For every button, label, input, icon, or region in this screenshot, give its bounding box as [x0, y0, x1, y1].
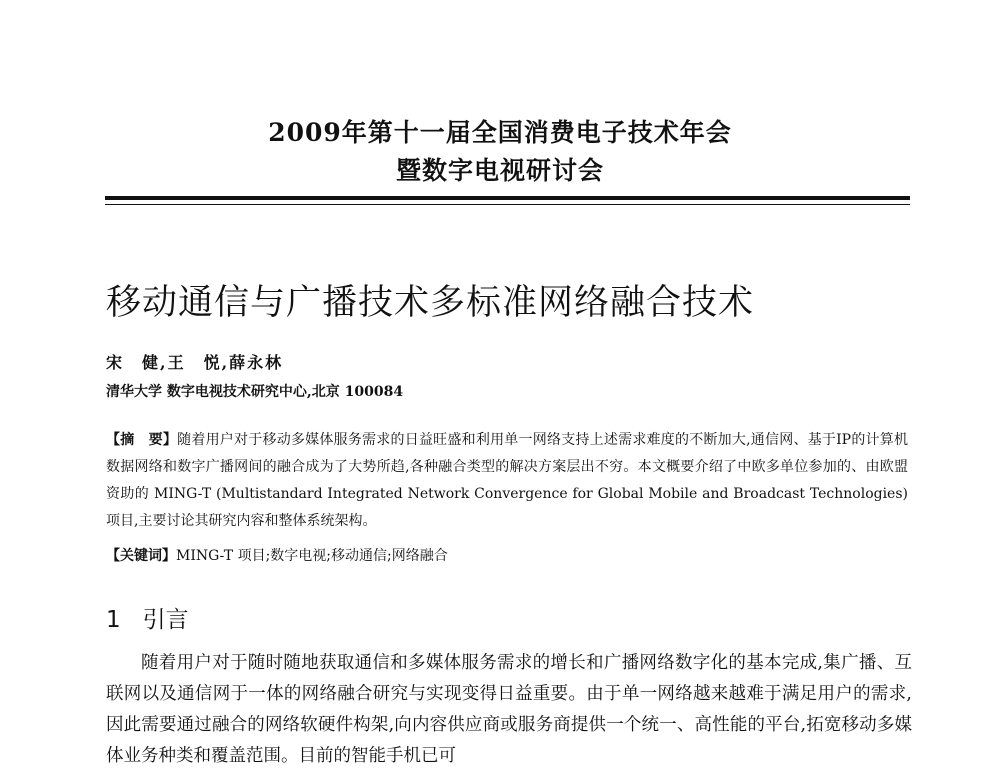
conference-header	[0, 114, 1000, 190]
header-rule-thin	[105, 204, 910, 205]
author-list: 宋 健,王 悦,薛永林	[106, 353, 284, 372]
section-title: 引言	[142, 607, 189, 633]
keywords-text: MING-T 项目;数字电视;移动通信;网络融合	[176, 548, 448, 564]
header-rule-thick	[105, 196, 910, 200]
conference-name: 2009年第十一届全国消费电子技术年会	[268, 118, 732, 147]
section-number: 1	[106, 607, 121, 633]
keywords	[106, 543, 908, 570]
section-heading	[106, 603, 189, 637]
conference-subtitle: 暨数字电视研讨会	[395, 156, 604, 185]
affiliation: 清华大学 数字电视技术研究中心,北京 100084	[106, 384, 404, 400]
keywords-label: 【关键词】	[106, 548, 176, 564]
paper-title: 移动通信与广播技术多标准网络融合技术	[106, 283, 755, 323]
abstract-text: 随着用户对于移动多媒体服务需求的日益旺盛和利用单一网络支持上述需求难度的不断加大,通信网、基于IP的计算机数据网络和数字广播网间的融合成为了大势所趋,各种融合类型的解决方案层出不穷。本文概要介绍了中欧多单位参加的、由欧盟资助的 MING-T (Multistandard Integrated Network Convergence for Global Mobile and Broadcast Technologies)项目,主要讨论其研究内容和整体系统架构。	[106, 432, 908, 529]
abstract	[106, 427, 908, 535]
body-paragraph: 随着用户对于随时随地获取通信和多媒体服务需求的增长和广播网络数字化的基本完成,集广播、互联网以及通信网于一体的网络融合研究与实现变得日益重要。由于单一网络越来越难于满足用户的需求,因此需要通过融合的网络软硬件构架,向内容供应商或服务商提供一个统一、高性能的平台,拓宽移动多媒体业务种类和覆盖范围。目前的智能手机已可	[106, 653, 912, 766]
abstract-label: 【摘 要】	[106, 432, 178, 448]
